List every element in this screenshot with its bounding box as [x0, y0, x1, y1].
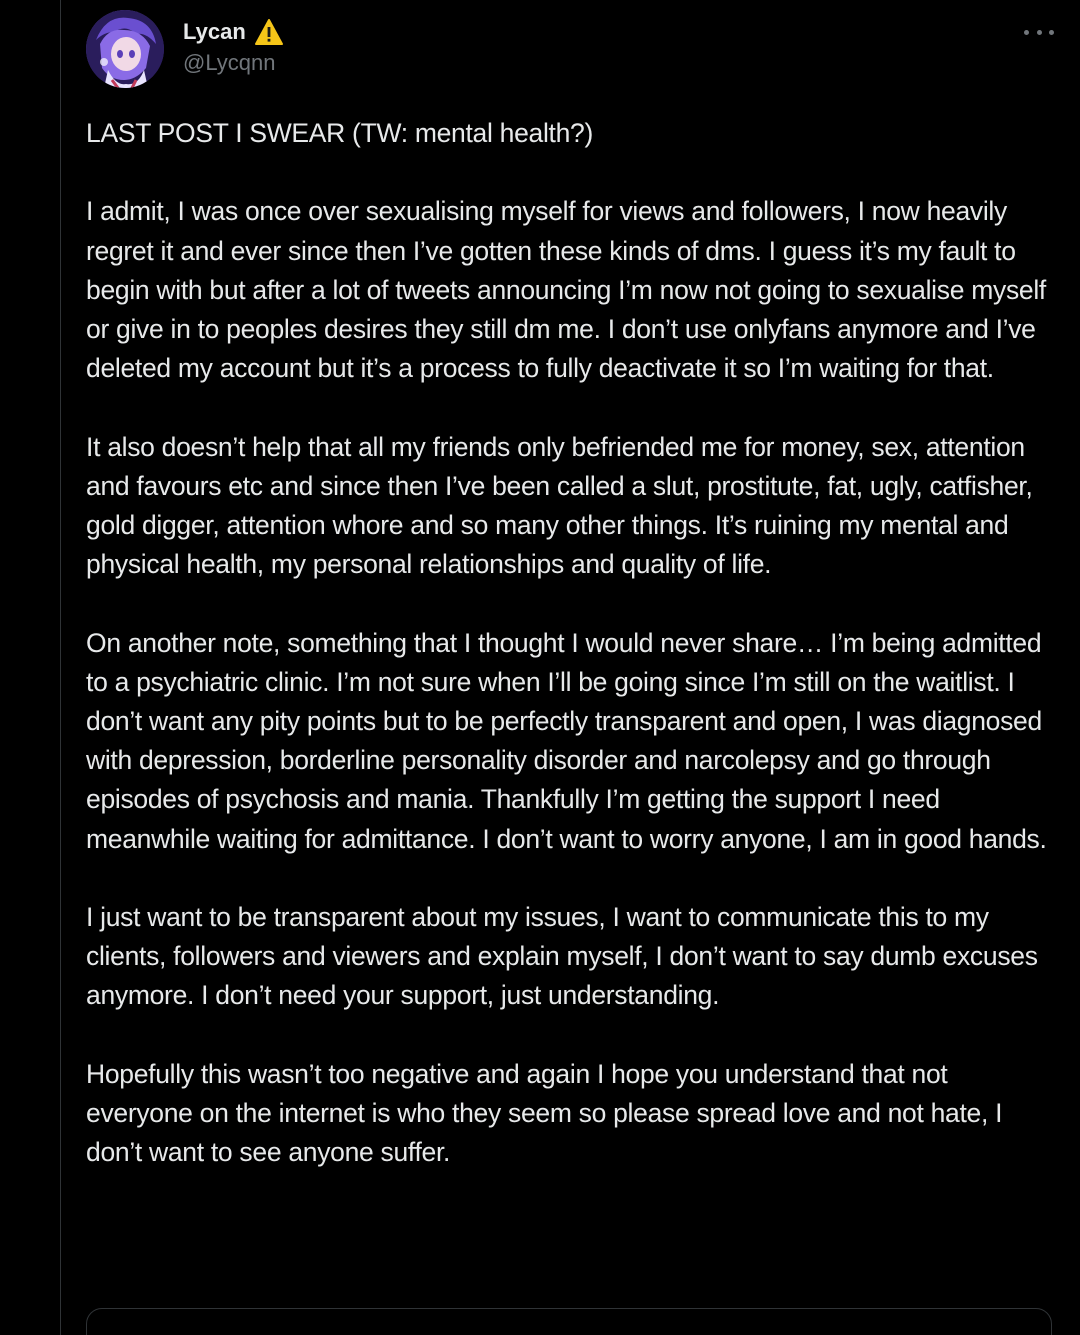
post-paragraph: I just want to be transparent about my issues, I want to communicate this to my clients, followers and viewers and explain myself, I don’t want to say dumb excuses anymore. I don’t need your support, just understanding.: [86, 902, 1038, 1011]
post-text: [86, 114, 1061, 1212]
post-title: LAST POST I SWEAR (TW: mental health?): [86, 118, 593, 148]
post-paragraph: On another note, something that I thought I would never share… I’m being admitted to a psychiatric clinic. I’m not sure when I’ll be going since I’m still on the waitlist. I don’t want any pity points but to be perfectly transparent and open, I was diagnosed with depression, borderline personality disorder and narcolepsy and go through episodes of psychosis and mania. Thankfully I’m getting the support I need meanwhile waiting for admittance. I don’t want to worry anyone, I am in good hands.: [86, 627, 1047, 854]
more-horizontal-icon[interactable]: [1024, 22, 1054, 42]
post-paragraph: It also doesn’t help that all my friends only befriended me for money, sex, attention and favours etc and since then I’ve been called a slut, prostitute, fat, ugly, catfisher, gold digger, attention whore and so many other things. It’s ruining my mental and physical health, my personal relationships and quality of life.: [86, 431, 1033, 580]
timeline-divider: [60, 0, 61, 1335]
author-handle[interactable]: @Lycqnn: [183, 50, 276, 75]
more-dot: [1024, 30, 1029, 35]
warning-icon: [254, 18, 284, 46]
post-paragraph: Hopefully this wasn’t too negative and again I hope you understand that not everyone on the internet is who they seem so please spread love and not hate, I don’t want to see anyone suffer.: [86, 1058, 1003, 1168]
more-dot: [1037, 30, 1042, 35]
more-dot: [1049, 30, 1054, 35]
author-name-row[interactable]: [183, 16, 284, 48]
post-paragraph: I admit, I was once over sexualising myself for views and followers, I now heavily regret it and ever since then I’ve gotten these kinds of dms. I guess it’s my fault to begin with but after a lot of tweets announcing I’m now not going to sexualise myself or give in to peoples desires they still dm me. I don’t use onlyfans anymore and I’ve deleted my account but it’s a process to fully deactivate it so I’m waiting for that.: [86, 196, 1046, 384]
author-display-name[interactable]: Lycan: [183, 19, 246, 44]
anime-avatar-icon[interactable]: [86, 10, 164, 88]
quoted-card[interactable]: [86, 1308, 1052, 1335]
